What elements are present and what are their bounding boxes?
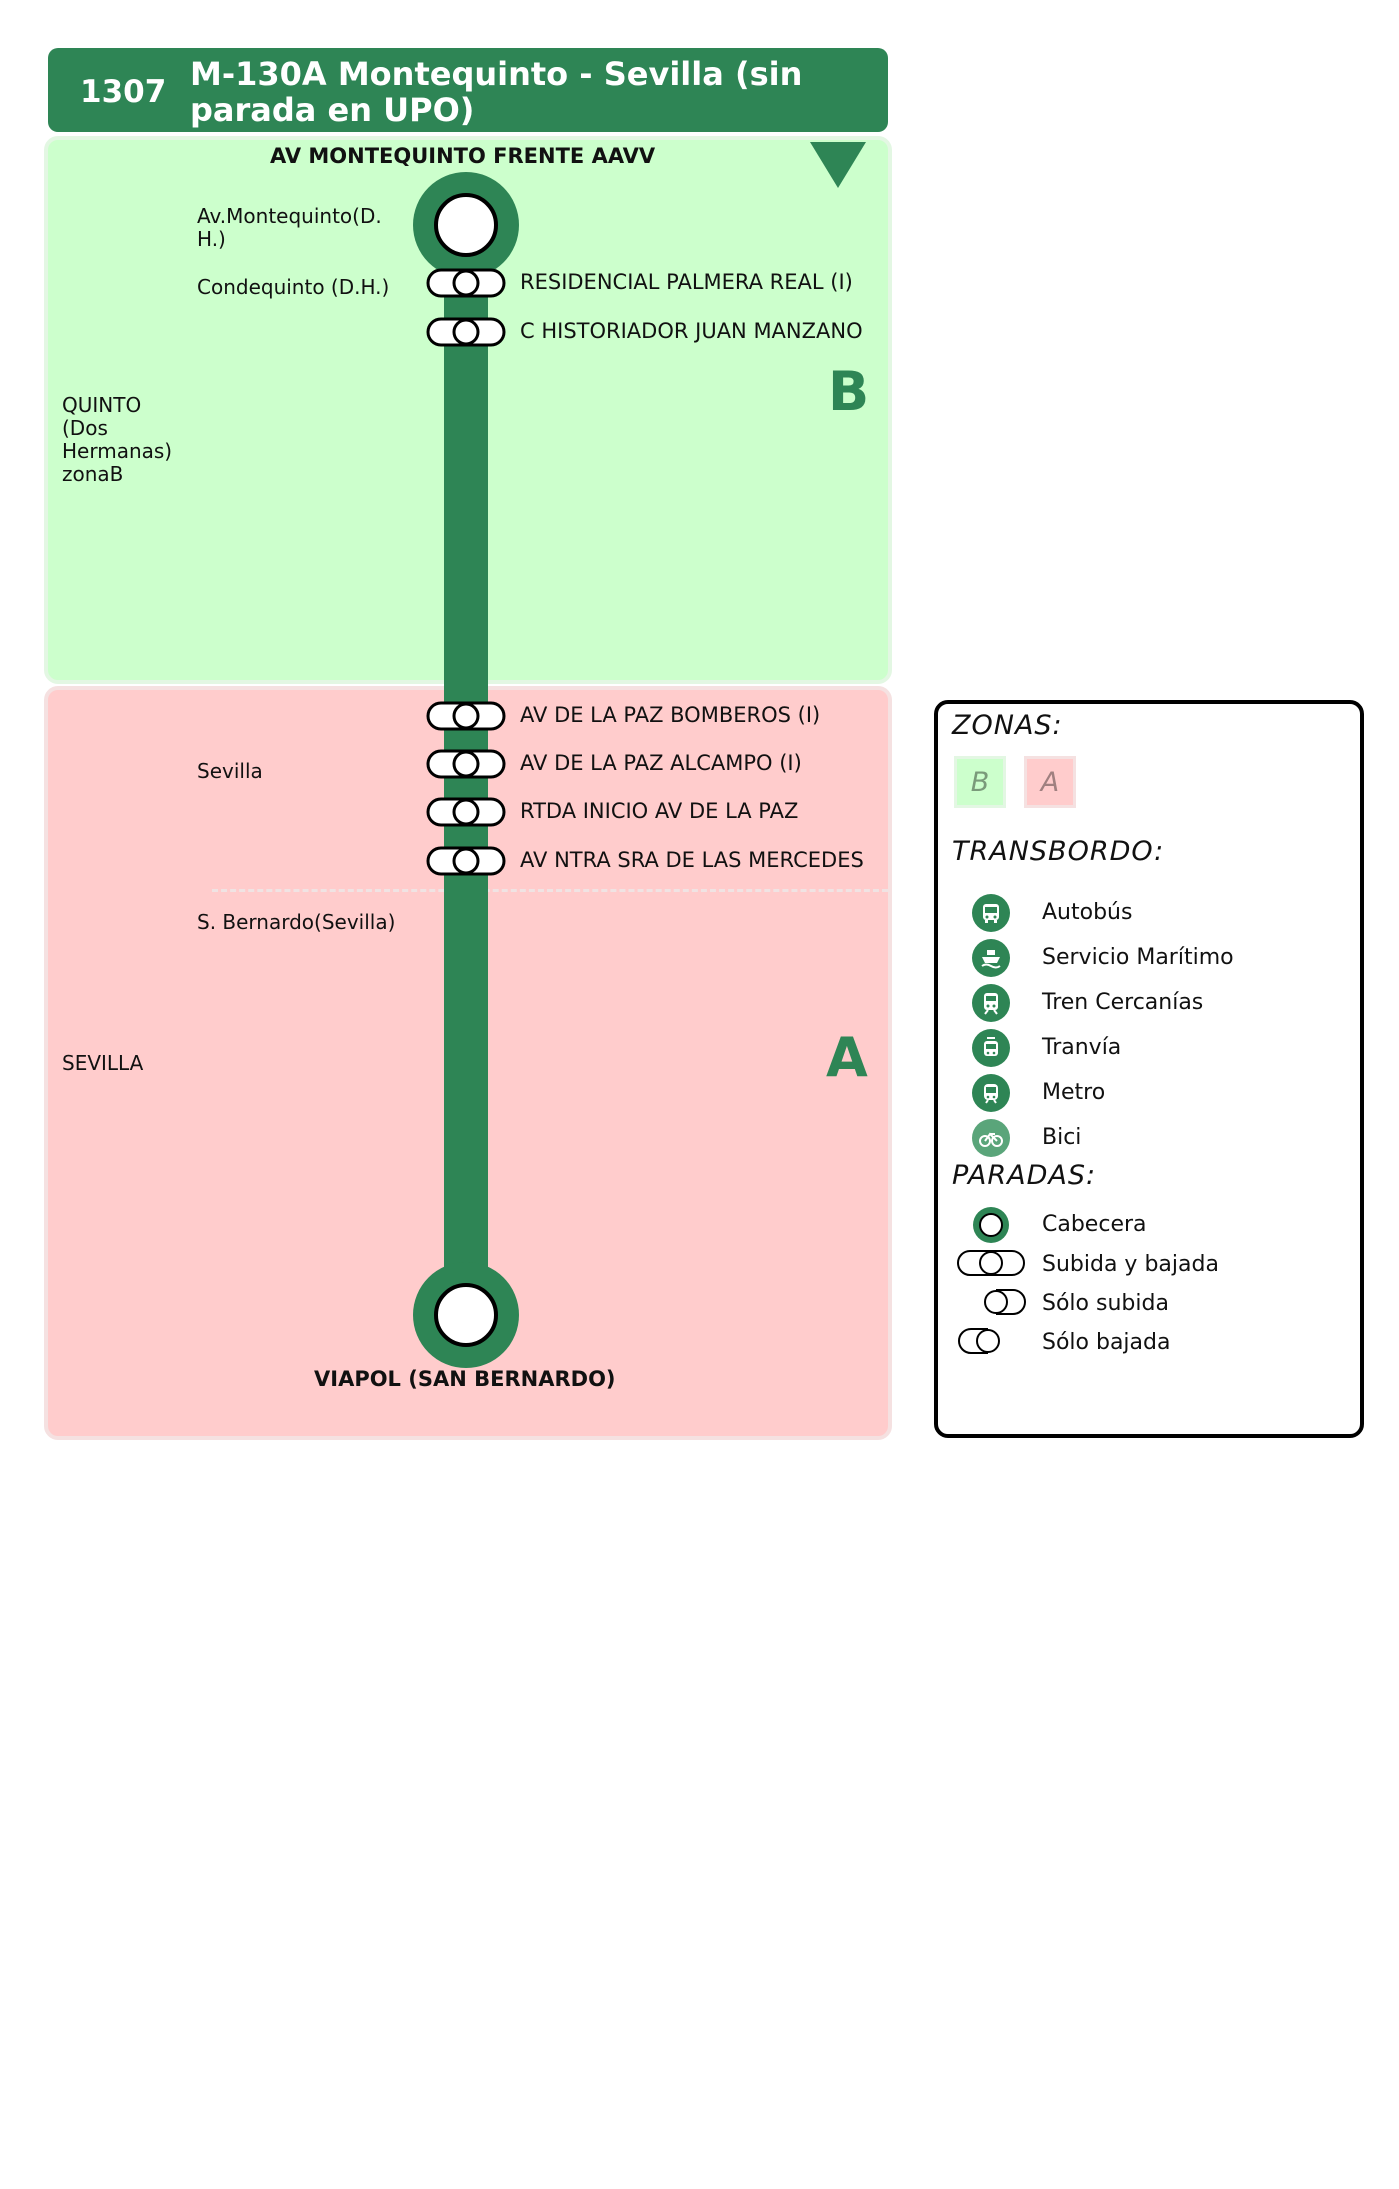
legend-zone-b-swatch: B (954, 756, 1006, 808)
board-alight-stop-icon[interactable] (426, 701, 506, 731)
legend-transfer-label: Autobús (1042, 900, 1133, 925)
legend-stop-type-label: Sólo subida (1042, 1291, 1169, 1316)
legend-transfer-label: Bici (1042, 1125, 1082, 1150)
locality-label: Av.Montequinto(D. H.) (197, 204, 382, 251)
origin-terminal-label: AV MONTEQUINTO FRENTE AAVV (270, 144, 656, 168)
board-alight-stop-icon[interactable] (426, 846, 506, 876)
ferry-icon (972, 939, 1010, 977)
legend-transfer-label: Servicio Marítimo (1042, 945, 1234, 970)
tram-icon (972, 1029, 1010, 1067)
stop-label: AV DE LA PAZ BOMBEROS (I) (520, 703, 821, 727)
stop-label: C HISTORIADOR JUAN MANZANO (520, 319, 863, 343)
board-alight-stop-icon[interactable] (426, 749, 506, 779)
board-only-stop-icon (974, 1287, 1028, 1317)
legend-zone-a-swatch: A (1024, 756, 1076, 808)
terminal-stop-icon (434, 1283, 498, 1347)
locality-label: Condequinto (D.H.) (197, 275, 390, 299)
origin-terminal-stop[interactable] (413, 172, 519, 278)
locality-divider (212, 889, 888, 892)
direction-arrow-icon (810, 142, 866, 188)
route-header (48, 48, 888, 132)
legend-transfer-label: Metro (1042, 1080, 1106, 1105)
municipality-label: SEVILLA (62, 1051, 144, 1075)
locality-label: S. Bernardo(Sevilla) (197, 910, 396, 934)
bike-icon (972, 1119, 1010, 1157)
board-alight-stop-icon[interactable] (426, 317, 506, 347)
legend-stops-title: PARADAS: (952, 1160, 1097, 1191)
stop-label: RESIDENCIAL PALMERA REAL (I) (520, 270, 853, 294)
board-alight-stop-icon[interactable] (426, 268, 506, 298)
legend-box (934, 700, 1364, 1438)
route-code: 1307 (80, 74, 167, 110)
legend-transfer-title: TRANSBORDO: (952, 836, 1165, 867)
terminal-stop-icon (972, 1206, 1010, 1244)
stop-label: AV DE LA PAZ ALCAMPO (I) (520, 751, 802, 775)
legend-zones-title: ZONAS: (952, 710, 1063, 741)
destination-terminal-stop[interactable] (413, 1262, 519, 1368)
stop-label: AV NTRA SRA DE LAS MERCEDES (520, 848, 864, 872)
zone-b-letter: B (828, 360, 870, 423)
legend-transfer-label: Tren Cercanías (1042, 990, 1204, 1015)
alight-only-stop-icon (956, 1326, 1010, 1356)
route-title: M-130A Montequinto - Sevilla (sin parada en UPO) (190, 55, 803, 129)
municipality-label: QUINTO (Dos Hermanas) zonaB (62, 393, 173, 486)
terminal-stop-icon (434, 193, 498, 257)
legend-stop-type-label: Subida y bajada (1042, 1252, 1219, 1277)
legend-transfer-label: Tranvía (1042, 1035, 1122, 1060)
metro-icon (972, 1074, 1010, 1112)
legend-stop-type-label: Sólo bajada (1042, 1330, 1171, 1355)
board-alight-stop-icon (956, 1248, 1026, 1278)
bus-icon (972, 894, 1010, 932)
train-icon (972, 984, 1010, 1022)
zone-a-letter: A (826, 1026, 868, 1089)
destination-terminal-label: VIAPOL (SAN BERNARDO) (314, 1367, 616, 1391)
board-alight-stop-icon[interactable] (426, 797, 506, 827)
legend-stop-type-label: Cabecera (1042, 1212, 1147, 1237)
locality-label: Sevilla (197, 759, 263, 783)
stop-label: RTDA INICIO AV DE LA PAZ (520, 799, 799, 823)
